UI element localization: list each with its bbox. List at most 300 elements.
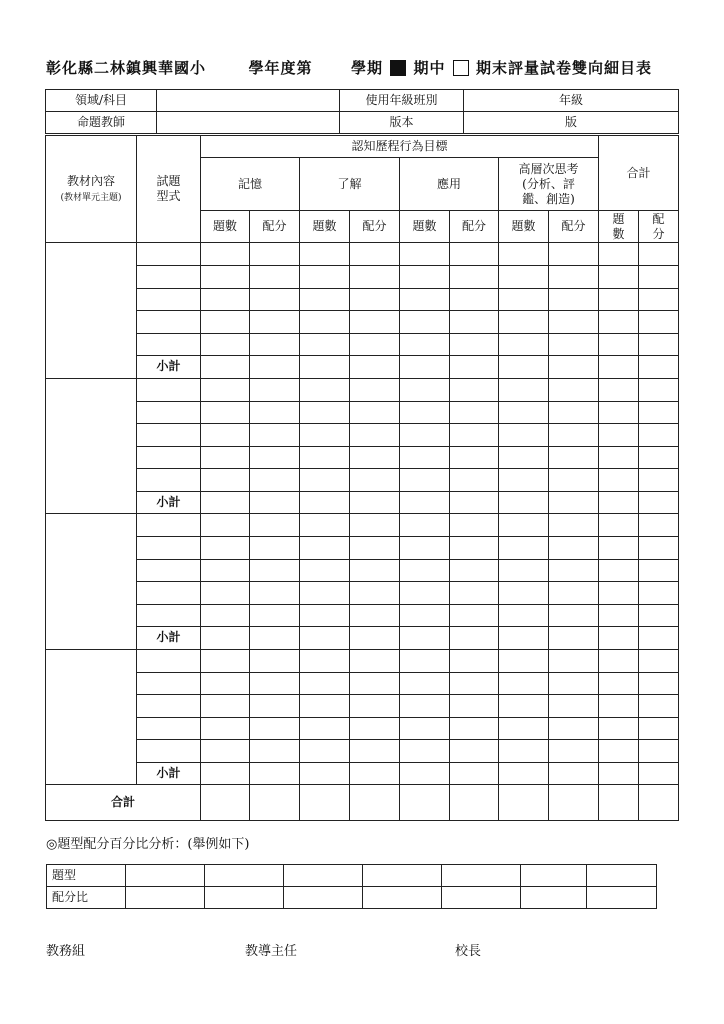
value-cell[interactable] <box>450 356 499 379</box>
value-cell[interactable] <box>250 717 300 740</box>
value-cell[interactable] <box>499 514 549 537</box>
value-cell[interactable] <box>201 514 250 537</box>
question-type-cell[interactable] <box>137 424 201 447</box>
value-cell[interactable] <box>300 717 350 740</box>
value-cell[interactable] <box>639 559 679 582</box>
value-cell[interactable] <box>549 378 599 401</box>
value-cell[interactable] <box>300 740 350 763</box>
value-cell[interactable] <box>639 288 679 311</box>
value-cell[interactable] <box>639 672 679 695</box>
value-cell[interactable] <box>499 266 549 289</box>
value-cell[interactable] <box>300 627 350 650</box>
value-cell[interactable] <box>400 356 450 379</box>
value-cell[interactable] <box>400 695 450 718</box>
question-type-cell[interactable] <box>137 333 201 356</box>
value-cell[interactable] <box>549 333 599 356</box>
value-cell[interactable] <box>450 762 499 785</box>
value-cell[interactable] <box>400 424 450 447</box>
value-cell[interactable] <box>350 266 400 289</box>
value-cell[interactable] <box>201 446 250 469</box>
value-cell[interactable] <box>499 582 549 605</box>
grand-total-cell[interactable] <box>350 785 400 821</box>
value-cell[interactable] <box>450 311 499 334</box>
value-cell[interactable] <box>599 401 639 424</box>
value-cell[interactable] <box>639 695 679 718</box>
value-cell[interactable] <box>499 491 549 514</box>
value-cell[interactable] <box>639 491 679 514</box>
value-cell[interactable] <box>639 740 679 763</box>
value-cell[interactable] <box>350 243 400 266</box>
value-cell[interactable] <box>549 514 599 537</box>
value-cell[interactable] <box>300 649 350 672</box>
value-cell[interactable] <box>639 469 679 492</box>
value-cell[interactable] <box>549 627 599 650</box>
value-cell[interactable] <box>350 672 400 695</box>
value-cell[interactable] <box>549 604 599 627</box>
value-cell[interactable] <box>639 378 679 401</box>
question-type-cell[interactable] <box>137 378 201 401</box>
value-cell[interactable] <box>400 537 450 560</box>
value-cell[interactable] <box>599 762 639 785</box>
value-cell[interactable] <box>201 288 250 311</box>
grand-total-cell[interactable] <box>599 785 639 821</box>
ratio-cell[interactable] <box>521 887 587 909</box>
value-cell[interactable] <box>201 311 250 334</box>
value-cell[interactable] <box>499 446 549 469</box>
question-type-cell[interactable] <box>137 604 201 627</box>
value-cell[interactable] <box>549 424 599 447</box>
value-cell[interactable] <box>201 333 250 356</box>
value-cell[interactable] <box>499 469 549 492</box>
value-cell[interactable] <box>499 401 549 424</box>
value-cell[interactable] <box>599 378 639 401</box>
value-cell[interactable] <box>400 401 450 424</box>
value-cell[interactable] <box>499 378 549 401</box>
ratio-cell[interactable] <box>205 887 284 909</box>
value-cell[interactable] <box>350 604 400 627</box>
value-cell[interactable] <box>639 446 679 469</box>
value-cell[interactable] <box>549 469 599 492</box>
value-cell[interactable] <box>450 401 499 424</box>
value-cell[interactable] <box>599 672 639 695</box>
value-cell[interactable] <box>549 672 599 695</box>
value-cell[interactable] <box>400 469 450 492</box>
ratio-cell[interactable] <box>363 887 442 909</box>
value-cell[interactable] <box>450 333 499 356</box>
value-cell[interactable] <box>639 649 679 672</box>
value-cell[interactable] <box>300 266 350 289</box>
value-cell[interactable] <box>499 333 549 356</box>
value-cell[interactable] <box>350 717 400 740</box>
value-cell[interactable] <box>499 672 549 695</box>
value-cell[interactable] <box>350 695 400 718</box>
value-cell[interactable] <box>300 695 350 718</box>
value-cell[interactable] <box>549 559 599 582</box>
value-cell[interactable] <box>400 514 450 537</box>
grand-total-cell[interactable] <box>400 785 450 821</box>
value-cell[interactable] <box>450 266 499 289</box>
value-cell[interactable] <box>639 311 679 334</box>
value-cell[interactable] <box>201 243 250 266</box>
ratio-cell[interactable] <box>126 865 205 887</box>
value-cell[interactable] <box>599 446 639 469</box>
value-cell[interactable] <box>201 266 250 289</box>
value-cell[interactable] <box>250 559 300 582</box>
value-cell[interactable] <box>300 762 350 785</box>
value-cell[interactable] <box>599 740 639 763</box>
question-type-cell[interactable] <box>137 266 201 289</box>
understand-count-header: 題數 <box>300 211 350 243</box>
value-cell[interactable] <box>639 401 679 424</box>
value-cell[interactable] <box>549 311 599 334</box>
value-cell[interactable] <box>201 469 250 492</box>
value-cell[interactable] <box>499 559 549 582</box>
value-cell[interactable] <box>549 582 599 605</box>
value-cell[interactable] <box>599 537 639 560</box>
value-cell[interactable] <box>400 627 450 650</box>
value-cell[interactable] <box>499 311 549 334</box>
value-cell[interactable] <box>201 604 250 627</box>
value-cell[interactable] <box>250 627 300 650</box>
checkbox-final-unchecked[interactable] <box>453 60 469 76</box>
value-cell[interactable] <box>400 672 450 695</box>
question-type-cell[interactable] <box>137 559 201 582</box>
ratio-cell[interactable] <box>442 865 521 887</box>
value-cell[interactable] <box>599 627 639 650</box>
value-cell[interactable] <box>250 582 300 605</box>
value-cell[interactable] <box>350 649 400 672</box>
value-cell[interactable] <box>300 582 350 605</box>
value-cell[interactable] <box>300 514 350 537</box>
value-cell[interactable] <box>350 627 400 650</box>
question-type-cell[interactable] <box>137 401 201 424</box>
value-cell[interactable] <box>250 604 300 627</box>
value-cell[interactable] <box>400 446 450 469</box>
value-cell[interactable] <box>400 717 450 740</box>
value-cell[interactable] <box>250 333 300 356</box>
value-cell[interactable] <box>549 356 599 379</box>
question-type-cell[interactable] <box>137 311 201 334</box>
question-type-cell[interactable] <box>137 582 201 605</box>
ratio-cell[interactable] <box>587 865 657 887</box>
value-cell[interactable] <box>499 740 549 763</box>
value-cell[interactable] <box>549 401 599 424</box>
value-cell[interactable] <box>250 740 300 763</box>
value-cell[interactable] <box>599 243 639 266</box>
value-cell[interactable] <box>350 582 400 605</box>
value-cell[interactable] <box>639 537 679 560</box>
value-cell[interactable] <box>250 695 300 718</box>
value-cell[interactable] <box>201 627 250 650</box>
value-cell[interactable] <box>639 333 679 356</box>
value-cell[interactable] <box>450 672 499 695</box>
value-cell[interactable] <box>300 378 350 401</box>
value-cell[interactable] <box>201 378 250 401</box>
value-cell[interactable] <box>400 266 450 289</box>
grade-cell[interactable] <box>464 90 679 112</box>
value-cell[interactable] <box>549 695 599 718</box>
value-cell[interactable] <box>599 695 639 718</box>
value-cell[interactable] <box>639 604 679 627</box>
value-cell[interactable] <box>250 378 300 401</box>
value-cell[interactable] <box>250 762 300 785</box>
question-type-cell[interactable] <box>137 288 201 311</box>
value-cell[interactable] <box>450 469 499 492</box>
question-type-cell[interactable] <box>137 537 201 560</box>
value-cell[interactable] <box>499 762 549 785</box>
value-cell[interactable] <box>499 627 549 650</box>
value-cell[interactable] <box>549 762 599 785</box>
value-cell[interactable] <box>599 559 639 582</box>
unit-content-cell[interactable] <box>46 514 137 650</box>
value-cell[interactable] <box>201 537 250 560</box>
value-cell[interactable] <box>250 446 300 469</box>
value-cell[interactable] <box>499 604 549 627</box>
grand-total-cell[interactable] <box>250 785 300 821</box>
value-cell[interactable] <box>400 604 450 627</box>
value-cell[interactable] <box>400 333 450 356</box>
table-row <box>46 604 679 627</box>
value-cell[interactable] <box>350 446 400 469</box>
value-cell[interactable] <box>250 243 300 266</box>
value-cell[interactable] <box>350 333 400 356</box>
value-cell[interactable] <box>499 537 549 560</box>
checkbox-midterm-checked[interactable] <box>390 60 406 76</box>
value-cell[interactable] <box>350 311 400 334</box>
value-cell[interactable] <box>201 762 250 785</box>
value-cell[interactable] <box>201 356 250 379</box>
question-type-cell[interactable] <box>137 672 201 695</box>
value-cell[interactable] <box>300 446 350 469</box>
value-cell[interactable] <box>201 717 250 740</box>
unit-content-cell[interactable] <box>46 243 137 379</box>
value-cell[interactable] <box>250 311 300 334</box>
value-cell[interactable] <box>300 333 350 356</box>
value-cell[interactable] <box>400 649 450 672</box>
value-cell[interactable] <box>599 717 639 740</box>
question-type-cell[interactable] <box>137 469 201 492</box>
value-cell[interactable] <box>300 672 350 695</box>
value-cell[interactable] <box>201 672 250 695</box>
value-cell[interactable] <box>450 604 499 627</box>
value-cell[interactable] <box>350 401 400 424</box>
question-type-cell[interactable] <box>137 717 201 740</box>
value-cell[interactable] <box>400 491 450 514</box>
grand-total-cell[interactable] <box>549 785 599 821</box>
value-cell[interactable] <box>450 695 499 718</box>
value-cell[interactable] <box>350 469 400 492</box>
grand-total-cell[interactable] <box>639 785 679 821</box>
value-cell[interactable] <box>549 446 599 469</box>
value-cell[interactable] <box>549 649 599 672</box>
value-cell[interactable] <box>400 288 450 311</box>
value-cell[interactable] <box>350 514 400 537</box>
signature-director: 教導主任 <box>245 944 298 959</box>
ratio-cell[interactable] <box>442 887 521 909</box>
value-cell[interactable] <box>450 491 499 514</box>
value-cell[interactable] <box>499 717 549 740</box>
value-cell[interactable] <box>599 649 639 672</box>
value-cell[interactable] <box>599 424 639 447</box>
grand-total-cell[interactable] <box>300 785 350 821</box>
value-cell[interactable] <box>400 243 450 266</box>
question-type-cell[interactable] <box>137 740 201 763</box>
value-cell[interactable] <box>400 740 450 763</box>
value-cell[interactable] <box>450 537 499 560</box>
unit-content-cell[interactable] <box>46 378 137 514</box>
value-cell[interactable] <box>599 356 639 379</box>
value-cell[interactable] <box>450 378 499 401</box>
subject-value-field[interactable] <box>157 90 340 112</box>
value-cell[interactable] <box>450 740 499 763</box>
value-cell[interactable] <box>300 491 350 514</box>
value-cell[interactable] <box>499 695 549 718</box>
ratio-cell[interactable] <box>521 865 587 887</box>
value-cell[interactable] <box>350 762 400 785</box>
value-cell[interactable] <box>250 514 300 537</box>
ratio-cell[interactable] <box>284 887 363 909</box>
value-cell[interactable] <box>450 243 499 266</box>
value-cell[interactable] <box>639 514 679 537</box>
value-cell[interactable] <box>350 537 400 560</box>
value-cell[interactable] <box>250 672 300 695</box>
value-cell[interactable] <box>450 627 499 650</box>
value-cell[interactable] <box>201 649 250 672</box>
value-cell[interactable] <box>450 559 499 582</box>
value-cell[interactable] <box>599 491 639 514</box>
question-type-cell[interactable] <box>137 514 201 537</box>
value-cell[interactable] <box>499 288 549 311</box>
info-table <box>45 89 679 134</box>
value-cell[interactable] <box>450 288 499 311</box>
value-cell[interactable] <box>300 469 350 492</box>
value-cell[interactable] <box>400 311 450 334</box>
ratio-table <box>46 864 657 909</box>
value-cell[interactable] <box>300 243 350 266</box>
teacher-value-field[interactable] <box>157 112 340 134</box>
value-cell[interactable] <box>250 649 300 672</box>
ratio-cell[interactable] <box>126 887 205 909</box>
value-cell[interactable] <box>639 627 679 650</box>
value-cell[interactable] <box>201 559 250 582</box>
value-cell[interactable] <box>400 378 450 401</box>
value-cell[interactable] <box>201 491 250 514</box>
value-cell[interactable] <box>250 424 300 447</box>
value-cell[interactable] <box>549 243 599 266</box>
value-cell[interactable] <box>350 288 400 311</box>
value-cell[interactable] <box>400 559 450 582</box>
value-cell[interactable] <box>549 491 599 514</box>
value-cell[interactable] <box>499 424 549 447</box>
version-cell[interactable] <box>464 112 679 134</box>
value-cell[interactable] <box>250 266 300 289</box>
apply-score-header: 配分 <box>450 211 499 243</box>
ratio-cell[interactable] <box>587 887 657 909</box>
value-cell[interactable] <box>639 762 679 785</box>
value-cell[interactable] <box>250 469 300 492</box>
value-cell[interactable] <box>599 582 639 605</box>
unit-content-cell[interactable] <box>46 649 137 785</box>
value-cell[interactable] <box>350 491 400 514</box>
value-cell[interactable] <box>350 378 400 401</box>
value-cell[interactable] <box>300 288 350 311</box>
value-cell[interactable] <box>250 537 300 560</box>
value-cell[interactable] <box>350 740 400 763</box>
value-cell[interactable] <box>450 649 499 672</box>
value-cell[interactable] <box>201 401 250 424</box>
value-cell[interactable] <box>549 288 599 311</box>
question-type-cell[interactable] <box>137 649 201 672</box>
value-cell[interactable] <box>599 469 639 492</box>
value-cell[interactable] <box>300 604 350 627</box>
value-cell[interactable] <box>549 740 599 763</box>
value-cell[interactable] <box>300 559 350 582</box>
value-cell[interactable] <box>499 649 549 672</box>
value-cell[interactable] <box>350 356 400 379</box>
value-cell[interactable] <box>300 311 350 334</box>
value-cell[interactable] <box>549 537 599 560</box>
value-cell[interactable] <box>350 424 400 447</box>
value-cell[interactable] <box>201 582 250 605</box>
value-cell[interactable] <box>250 288 300 311</box>
value-cell[interactable] <box>499 243 549 266</box>
ratio-cell[interactable] <box>205 865 284 887</box>
value-cell[interactable] <box>549 717 599 740</box>
value-cell[interactable] <box>450 424 499 447</box>
value-cell[interactable] <box>639 717 679 740</box>
value-cell[interactable] <box>300 356 350 379</box>
value-cell[interactable] <box>300 401 350 424</box>
value-cell[interactable] <box>549 266 599 289</box>
value-cell[interactable] <box>639 266 679 289</box>
value-cell[interactable] <box>599 288 639 311</box>
value-cell[interactable] <box>599 604 639 627</box>
value-cell[interactable] <box>639 424 679 447</box>
value-cell[interactable] <box>450 717 499 740</box>
value-cell[interactable] <box>250 401 300 424</box>
question-type-cell[interactable] <box>137 243 201 266</box>
value-cell[interactable] <box>350 559 400 582</box>
value-cell[interactable] <box>250 356 300 379</box>
value-cell[interactable] <box>300 537 350 560</box>
value-cell[interactable] <box>639 243 679 266</box>
value-cell[interactable] <box>400 762 450 785</box>
value-cell[interactable] <box>450 582 499 605</box>
question-type-cell[interactable] <box>137 695 201 718</box>
value-cell[interactable] <box>599 266 639 289</box>
value-cell[interactable] <box>201 695 250 718</box>
value-cell[interactable] <box>639 356 679 379</box>
ratio-cell[interactable] <box>363 865 442 887</box>
grand-total-cell[interactable] <box>201 785 250 821</box>
value-cell[interactable] <box>599 311 639 334</box>
value-cell[interactable] <box>450 514 499 537</box>
value-cell[interactable] <box>201 424 250 447</box>
grand-total-cell[interactable] <box>450 785 499 821</box>
value-cell[interactable] <box>201 740 250 763</box>
value-cell[interactable] <box>599 333 639 356</box>
ratio-cell[interactable] <box>284 865 363 887</box>
value-cell[interactable] <box>599 514 639 537</box>
grand-total-cell[interactable] <box>499 785 549 821</box>
value-cell[interactable] <box>499 356 549 379</box>
question-type-cell[interactable] <box>137 446 201 469</box>
value-cell[interactable] <box>300 424 350 447</box>
value-cell[interactable] <box>450 446 499 469</box>
value-cell[interactable] <box>639 582 679 605</box>
value-cell[interactable] <box>250 491 300 514</box>
value-cell[interactable] <box>400 582 450 605</box>
